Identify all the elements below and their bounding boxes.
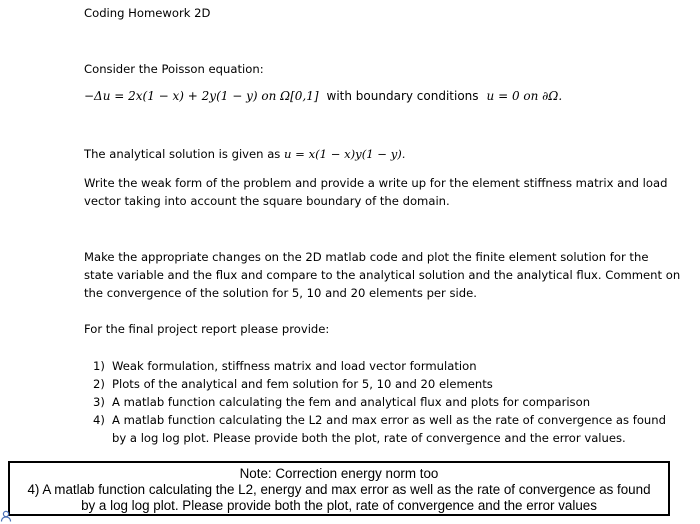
intro-text: Consider the Poisson equation: — [84, 62, 264, 76]
list-number: 3) — [93, 395, 105, 409]
list-text: Plots of the analytical and fem solution for 5, 10 and 20 elements — [112, 377, 493, 391]
matlab-line-3: the convergence of the solution for 5, 10 and 20 elements per side. — [84, 286, 477, 300]
matlab-line-2: state variable and the flux and compare to the analytical solution and the analytical flux. Comment on — [84, 268, 681, 282]
equation-bc: u = 0 on ∂Ω. — [486, 89, 563, 103]
list-text: Weak formulation, stiffness matrix and load vector formulation — [112, 359, 477, 373]
list-item — [93, 411, 666, 429]
analytical-formula: u = x(1 − x)y(1 − y). — [284, 147, 406, 161]
note-heading: Note: Correction energy norm too — [239, 466, 439, 481]
list-number: 4) — [93, 413, 105, 427]
list-item — [93, 393, 590, 411]
list-text: A matlab function calculating the fem and analytical flux and plots for comparison — [112, 395, 591, 409]
equation-lhs: −Δu = 2x(1 − x) + 2y(1 − y) on Ω[0,1] — [84, 89, 319, 103]
doc-title: Coding Homework 2D — [84, 6, 211, 20]
list-item — [93, 375, 493, 393]
person-icon — [0, 510, 12, 522]
note-line: by a log log plot. Please provide both the plot, rate of convergence and the error values — [81, 498, 597, 513]
list-number: 1) — [93, 359, 105, 373]
list-item-continuation: by a log log plot. Please provide both the plot, rate of convergence and the error values. — [112, 431, 626, 445]
analytical-solution — [84, 145, 405, 163]
weak-form-line-1: Write the weak form of the problem and provide a write up for the element stiffness matrix and load — [84, 176, 668, 190]
matlab-line-1: Make the appropriate changes on the 2D matlab code and plot the finite element solution for the — [84, 250, 649, 264]
analytical-text: The analytical solution is given as — [84, 147, 281, 161]
equation-middle: with boundary conditions — [326, 89, 479, 103]
note-line: 4) A matlab function calculating the L2, energy and max error as well as the rate of convergence as found — [27, 482, 651, 497]
list-text: A matlab function calculating the L2 and max error as well as the rate of convergence as found — [112, 413, 666, 427]
correction-note-box — [8, 461, 670, 516]
weak-form-line-2: vector taking into account the square boundary of the domain. — [84, 194, 450, 208]
list-number: 2) — [93, 377, 105, 391]
poisson-equation — [84, 87, 562, 105]
list-item — [93, 357, 477, 375]
report-intro: For the final project report please provide: — [84, 322, 330, 336]
